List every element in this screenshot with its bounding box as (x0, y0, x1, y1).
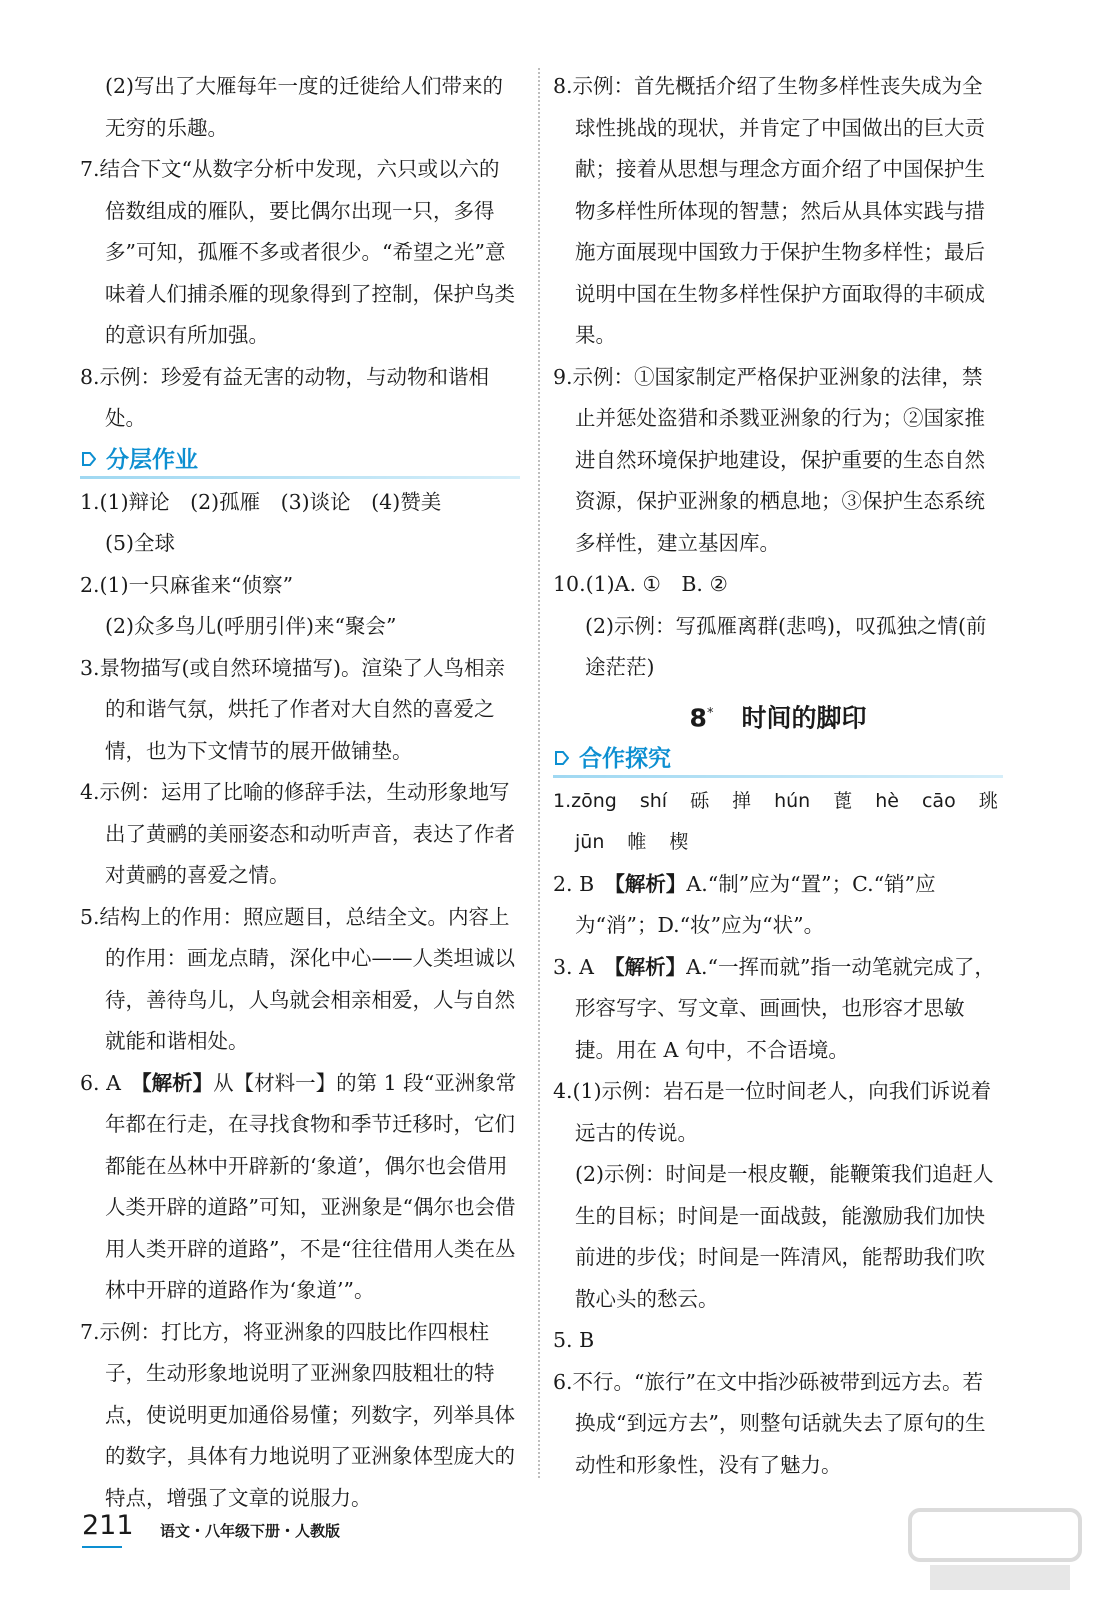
answer-prefix: 3. A (553, 954, 615, 979)
answer-prefix: 2. B (553, 871, 615, 896)
pinyin-cell: shí (639, 789, 668, 812)
pinyin-row-2 (553, 822, 1003, 864)
layered-answer-2-2: (2)众多鸟儿(呼朋引伴)来“聚会” (105, 614, 397, 638)
pinyin-row-1 (553, 781, 1003, 823)
answer-8-right: 8.示例：首先概括介绍了生物多样性丧失成为全球性挑战的现状，并肯定了中国做出的巨大贡献；接着从思想与理念方面介绍了中国保护生物多样性所体现的智慧；然后从具体实践与措施方面展现中国致力于保护生物多样性；最后说明中国在生物多样性保护方面取得的丰硕成果。 (553, 74, 985, 347)
analysis-tag: 【解析】 (141, 1070, 214, 1095)
section-heading-cooperative-inquiry (553, 739, 1003, 781)
section-underline (553, 775, 1003, 778)
inquiry-answer-3 (553, 947, 1003, 1072)
answer-text: A.“一挥而就”指一动笔就完成了，形容写字、写文章、画画快，也形容才思敏捷。用在 A 句中，不合语境。 (575, 954, 995, 1062)
pinyin-cell: 1.zōng (553, 789, 617, 812)
section-heading-layered-homework (80, 440, 520, 482)
layered-answer-3: 3.景物描写(或自然环境描写)。渲染了人鸟相亲的和谐气氛，烘托了作者对大自然的喜爱之情，也为下文情节的展开做铺垫。 (80, 655, 506, 763)
answer-7-2: (2)写出了大雁每年一度的迁徙给人们带来的无穷的乐趣。 (105, 74, 504, 140)
answer-8: 8.示例：珍爱有益无害的动物，与动物和谐相处。 (80, 364, 490, 430)
section-title: 分层作业 (106, 446, 198, 473)
section-marker-icon (555, 751, 569, 765)
layered-answer-6 (80, 1063, 520, 1312)
pinyin-cell: 楔 (669, 831, 689, 853)
answer-text: A.“制”应为“置”；C.“销”应为“消”；D.“妆”应为“状”。 (575, 871, 936, 937)
analysis-tag: 【解析】 (614, 871, 687, 896)
lesson-number: 8 (689, 702, 707, 732)
inquiry-answer-5: 5. B (553, 1328, 595, 1352)
pinyin-cell: cāo (921, 789, 956, 812)
inquiry-answer-4-2: (2)示例：时间是一根皮鞭，能鞭策我们追赶人生的目标；时间是一面战鼓，能激励我们加快前进的步伐；时间是一阵清风，能帮助我们吹散心头的愁云。 (575, 1162, 994, 1311)
pinyin-cell: 珧 (978, 789, 998, 812)
answer-9-right: 9.示例：①国家制定严格保护亚洲象的法律，禁止并惩处盗猎和杀戮亚洲象的行为；②国家推进自然环境保护地建设，保护重要的生态自然资源，保护亚洲象的栖息地；③保护生态系统多样性，建立基因库。 (553, 364, 985, 555)
section-title: 合作探究 (579, 745, 671, 772)
layered-answer-1-5: (5)全球 (105, 531, 176, 555)
layered-answer-7: 7.示例：打比方，将亚洲象的四肢比作四根柱子，生动形象地说明了亚洲象四肢粗壮的特点，使说明更加通俗易懂；列数字，列举具体的数字，具体有力地说明了亚洲象体型庞大的特点，增强了文章的说服力。 (80, 1319, 515, 1510)
column-divider (538, 68, 540, 1478)
lesson-star: * (706, 705, 714, 721)
right-column (553, 66, 1003, 1486)
pinyin-cell: jūn (575, 831, 605, 853)
answer-7: 7.结合下文“从数字分析中发现，六只或以六的倍数组成的雁队，要比偶尔出现一只，多得多”可知，孤雁不多或者很少。“希望之光”意味着人们捕杀雁的现象得到了控制，保护鸟类的意识有所加强。 (80, 157, 515, 347)
section-marker-icon (82, 452, 96, 466)
pinyin-cell: hún (774, 789, 811, 812)
left-column (80, 66, 520, 1519)
layered-answer-5: 5.结构上的作用：照应题目，总结全文。内容上的作用：画龙点睛，深化中心——人类坦诚以待，善待鸟儿，人鸟就会相亲相爱，人与自然就能和谐相处。 (80, 904, 515, 1053)
answer-6-text: 从【材料一】的第 1 段“亚洲象常年都在行走，在寻找食物和季节迁移时，它们都能在丛林中开辟新的‘象道’，偶尔也会借用人类开辟的道路”可知，亚洲象是“偶尔也会借用人类开辟的道路”，不是“往往借用人类在丛林中开辟的道路作为‘象道’”。 (105, 1070, 517, 1302)
inquiry-answer-6: 6.不行。“旅行”在文中指沙砾被带到远方去。若换成“到远方去”，则整句话就失去了原句的生动性和形象性，没有了魅力。 (553, 1369, 986, 1477)
analysis-tag: 【解析】 (614, 954, 687, 979)
inquiry-answer-2 (553, 864, 1003, 947)
section-underline (80, 476, 520, 479)
inquiry-answer-4-1: 4.(1)示例：岩石是一位时间老人，向我们诉说着远古的传说。 (553, 1079, 992, 1145)
pinyin-cell: hè (875, 789, 899, 812)
pinyin-cell: 帷 (627, 831, 647, 853)
pinyin-cell: 蓖 (833, 789, 853, 812)
book-info: 语文・八年级下册・人教版 (160, 1522, 341, 1540)
layered-answer-2-1: 2.(1)一只麻雀来“侦察” (80, 572, 294, 597)
layered-answer-1: 1.(1)辩论 (2)孤雁 (3)谈论 (4)赞美 (80, 489, 442, 514)
answer-6-prefix: 6. A (80, 1070, 142, 1095)
lesson-title: 时间的脚印 (741, 702, 867, 732)
lesson-heading (553, 689, 1003, 739)
page-number: 211 (82, 1510, 134, 1541)
layered-answer-4: 4.示例：运用了比喻的修辞手法，生动形象地写出了黄鹂的美丽姿态和动听声音，表达了作者对黄鹂的喜爱之情。 (80, 780, 515, 887)
answer-10-1: 10.(1)A. ① B. ② (553, 572, 728, 596)
pinyin-cell: 掸 (732, 789, 752, 812)
pinyin-cell: 砾 (690, 789, 710, 812)
watermark-logo-icon (900, 1500, 1100, 1600)
page-number-underline (82, 1546, 122, 1548)
answer-10-2: (2)示例：写孤雁离群(悲鸣)，叹孤独之情(前途茫茫) (585, 613, 987, 679)
